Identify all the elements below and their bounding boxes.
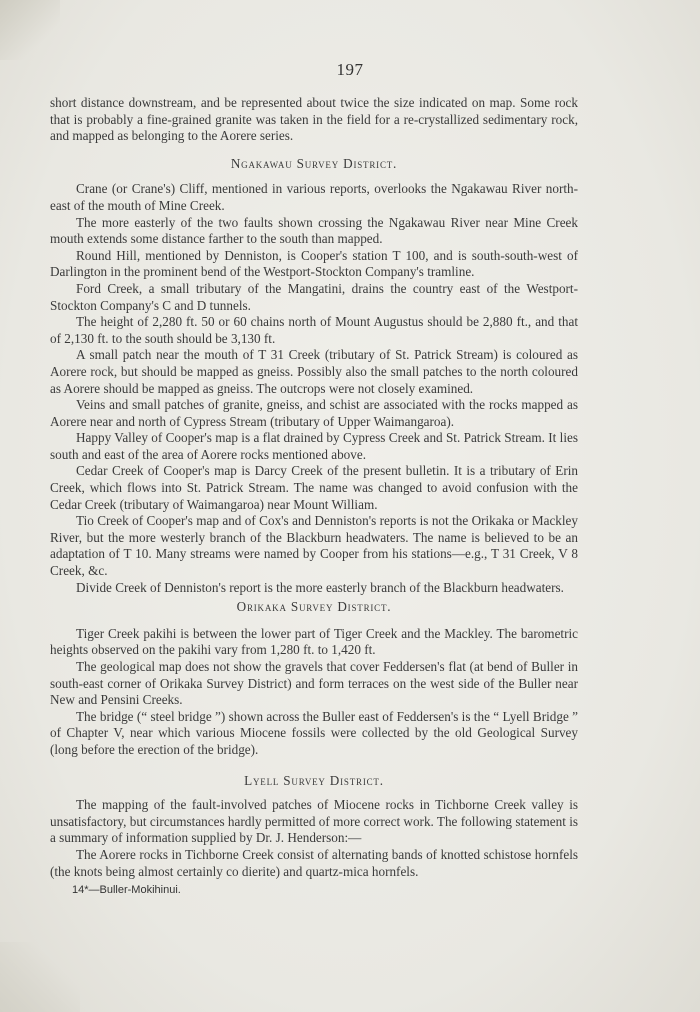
- paragraph: short distance downstream, and be represented about twice the size indicated on map. Some rock that is probably a fine-grained granite was taken in the field for a re-crystallized sedimentary rock, and mapped as belonging to the Aorere series.: [50, 95, 578, 144]
- paragraph: The height of 2,280 ft. 50 or 60 chains north of Mount Augustus should be 2,880 ft., and that of 2,130 ft. to the south should be 3,130 ft.: [50, 314, 578, 346]
- paragraph: Happy Valley of Cooper's map is a flat drained by Cypress Creek and St. Patrick Stream. It lies south and east of the area of Aorere rocks mentioned above.: [50, 430, 578, 462]
- paragraph: Crane (or Crane's) Cliff, mentioned in various reports, overlooks the Ngakawau River north-east of the mouth of Mine Creek.: [50, 181, 578, 213]
- paragraph: The mapping of the fault-involved patches of Miocene rocks in Tichborne Creek valley is unsatisfactory, but circumstances hardly permitted of more correct work. The following statement is a summary of information supplied by Dr. J. Henderson:—: [50, 797, 578, 846]
- page-corner-stain: [0, 942, 80, 1012]
- paragraph: Cedar Creek of Cooper's map is Darcy Creek of the present bulletin. It is a tributary of Erin Creek, which flows into St. Patrick Stream. The name was changed to avoid confusion with the Cedar Creek (tributary of Waimangaroa) near Mount William.: [50, 463, 578, 512]
- section-heading: Orikaka Survey District.: [236, 599, 392, 615]
- paragraph: Ford Creek, a small tributary of the Mangatini, drains the country east of the Westport-Stockton Company's C and D tunnels.: [50, 280, 578, 313]
- footer-signature-note: 14*—Buller-Mokihinui.: [72, 884, 181, 897]
- section-heading: Ngakawau Survey District.: [230, 155, 398, 171]
- paragraph: Veins and small patches of granite, gneiss, and schist are associated with the rocks mapped as Aorere near and north of Cypress Stream (tributary of Upper Waimangaroa).: [50, 397, 578, 429]
- document-body: [50, 95, 578, 899]
- paragraph: The more easterly of the two faults shown crossing the Ngakawau River near Mine Creek mouth extends some distance farther to the south than mapped.: [50, 214, 578, 247]
- page-number: 197: [336, 60, 364, 79]
- paragraph: The Aorere rocks in Tichborne Creek consist of alternating bands of knotted schistose hornfels (the knots being almost certainly co dierite) and quartz-mica hornfels.: [50, 846, 578, 879]
- paragraph: The bridge (“ steel bridge ”) shown across the Buller east of Feddersen's is the “ Lyell Bridge ” of Chapter V, near which various Miocene fossils were collected by the old Geological Survey (long before the erection of the bridge).: [50, 708, 578, 757]
- paragraph: A small patch near the mouth of T 31 Creek (tributary of St. Patrick Stream) is coloured as Aorere rock, but should be mapped as gneiss. Possibly also the small patches to the north coloured as Aorere should be mapped as gneiss. The outcrops were not closely examined.: [50, 347, 578, 396]
- page-corner-stain: [0, 0, 60, 60]
- section-heading: Lyell Survey District.: [244, 772, 384, 788]
- paragraph: Tiger Creek pakihi is between the lower part of Tiger Creek and the Mackley. The barometric heights observed on the pakihi vary from 1,280 ft. to 1,420 ft.: [50, 625, 578, 658]
- paragraph: Tio Creek of Cooper's map and of Cox's and Denniston's reports is not the Orikaka or Mackley River, but the more westerly branch of the Blackburn headwaters. The name is believed to be an adaptation of T 10. Many streams were named by Cooper from his stations—e.g., T 31 Creek, V 8 Creek, &c.: [50, 513, 578, 579]
- paragraph: Divide Creek of Denniston's report is the more easterly branch of the Blackburn headwaters.: [76, 579, 564, 595]
- paragraph: Round Hill, mentioned by Denniston, is Cooper's station T 100, and is south-south-west of Darlington in the prominent bend of the Westport-Stockton Company's tramline.: [50, 247, 578, 280]
- paragraph: The geological map does not show the gravels that cover Feddersen's flat (at bend of Buller in south-east corner of Orikaka Survey District) and form terraces on the west side of the Buller near New and Pensini Creeks.: [50, 659, 578, 708]
